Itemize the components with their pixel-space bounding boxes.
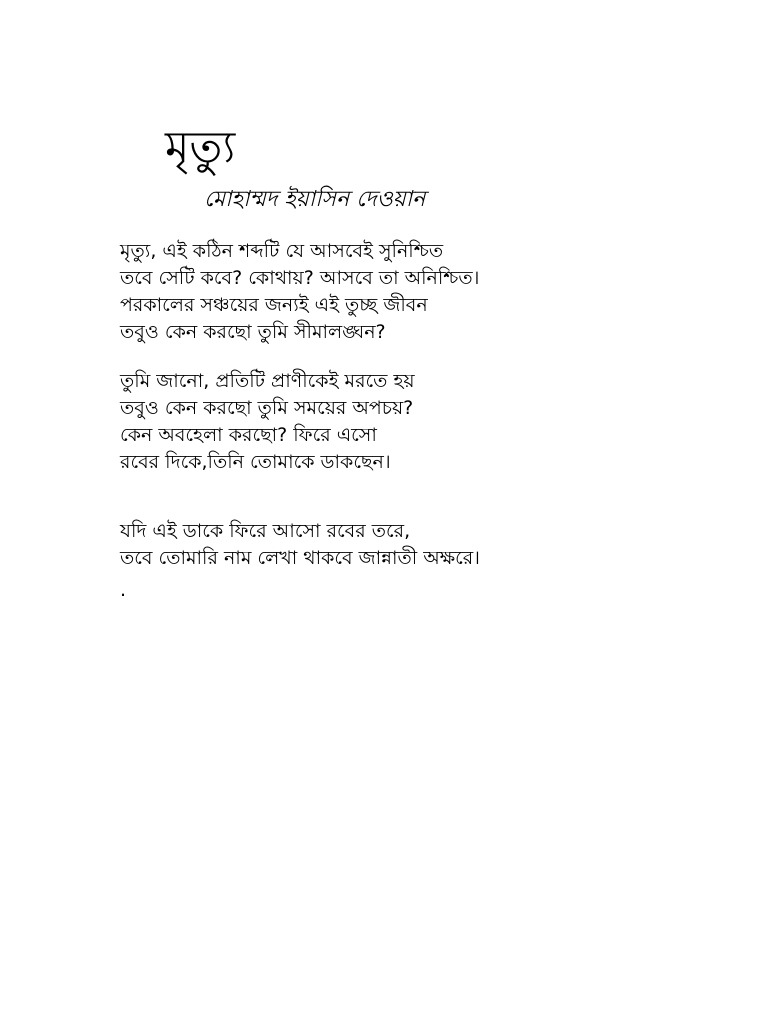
poem-line: রবের দিকে,তিনি তোমাকে ডাকছেন। [120, 451, 391, 473]
poem-line: তবুও কেন করছো তুমি সময়ের অপচয়? [120, 397, 414, 419]
trailing-mark: . [120, 579, 127, 601]
stanza-2 [120, 368, 415, 476]
stanza-1 [120, 238, 479, 346]
poem-line: পরকালের সঞ্চয়ের জন্যই এই তুচ্ছ জীবন [120, 294, 428, 316]
poem-line: তুমি জানো, প্রতিটি প্রাণীকেই মরতে হয় [120, 370, 415, 392]
poem-title: মৃত্যু [165, 122, 236, 173]
stanza-3 [120, 518, 480, 572]
poem-line: তবুও কেন করছো তুমি সীমালঙ্ঘন? [120, 321, 386, 343]
poem-line: তবে সেটি কবে? কোথায়? আসবে তা অনিশ্চিত। [120, 267, 480, 289]
poem-line: যদি এই ডাকে ফিরে আসো রবের তরে, [120, 520, 411, 542]
poem-line: কেন অবহেলা করছো? ফিরে এসো [120, 424, 377, 446]
poem-line: মৃত্যু, এই কঠিন শব্দটি যে আসবেই সুনিশ্চিত [120, 240, 444, 262]
poem-line: তবে তোমারি নাম লেখা থাকবে জান্নাতী অক্ষরে। [120, 547, 480, 569]
poem-author: মোহাম্মদ ইয়াসিন দেওয়ান [204, 187, 426, 212]
